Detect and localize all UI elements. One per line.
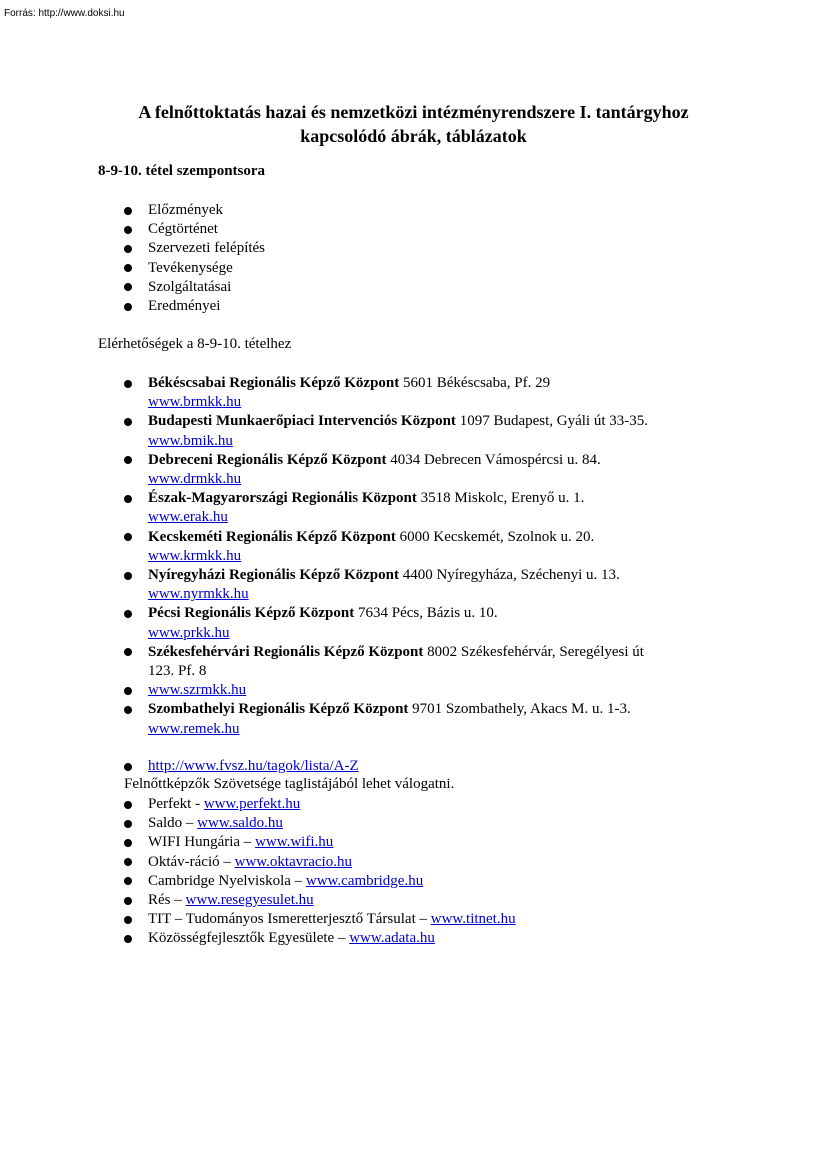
list-item: Előzmények: [0, 201, 265, 220]
center-item: [0, 451, 648, 489]
title-line-1: A felnőttoktatás hazai és nemzetközi intézményrendszere I. tantárgyhoz: [138, 102, 689, 122]
document-title: [0, 100, 827, 148]
center-address: 1097 Budapest, Gyáli út 33-35.: [455, 413, 649, 430]
center-link[interactable]: www.drmkk.hu: [148, 471, 242, 488]
bullet-icon: [124, 303, 132, 311]
bullet-icon: [124, 380, 132, 388]
aspects-list: [0, 201, 265, 316]
center-item: [0, 412, 648, 450]
provider-name: WIFI Hungária –: [148, 834, 256, 851]
center-link[interactable]: www.szrmkk.hu: [148, 682, 247, 699]
center-link[interactable]: www.brmkk.hu: [148, 394, 242, 411]
provider-name: Rés –: [148, 892, 186, 909]
bullet-icon: [124, 820, 132, 828]
bullet-icon: [124, 763, 132, 771]
fvsz-link[interactable]: http://www.fvsz.hu/tagok/lista/A-Z: [148, 758, 359, 774]
provider-link[interactable]: www.adata.hu: [349, 930, 435, 947]
provider-item: [0, 853, 516, 872]
center-link[interactable]: www.prkk.hu: [148, 624, 230, 641]
center-name: Észak-Magyarországi Regionális Központ: [148, 490, 417, 507]
bullet-icon: [124, 207, 132, 215]
bullet-icon: [124, 572, 132, 580]
provider-item: [0, 833, 516, 852]
bullet-icon: [124, 456, 132, 464]
list-item: Cégtörténet: [0, 220, 265, 239]
provider-link[interactable]: www.perfekt.hu: [203, 796, 301, 812]
provider-name: Oktáv-ráció –: [148, 853, 235, 870]
center-address: 6000 Kecskemét, Szolnok u. 20.: [395, 528, 595, 545]
provider-name: TIT – Tudományos Ismeretterjesztő Társulat –: [148, 911, 431, 928]
section-heading: 8-9-10. tétel szempontsora: [98, 163, 266, 179]
center-name: Szombathelyi Regionális Képző Központ: [148, 701, 409, 718]
center-item: [0, 700, 648, 738]
center-name: Nyíregyházi Regionális Képző Központ: [148, 567, 399, 584]
provider-item: [0, 910, 516, 929]
bullet-icon: [124, 495, 132, 503]
provider-link[interactable]: www.cambridge.hu: [305, 872, 424, 889]
fvsz-item: [0, 757, 359, 776]
provider-link[interactable]: www.saldo.hu: [197, 815, 283, 832]
center-name: Budapesti Munkaerőpiaci Intervenciós Központ: [148, 413, 456, 430]
bullet-icon: [124, 687, 132, 695]
provider-name: Perfekt -: [148, 796, 204, 812]
center-item: [0, 489, 648, 527]
fvsz-note: Felnőttképzők Szövetsége taglistájából lehet válogatni.: [124, 776, 455, 793]
provider-link[interactable]: www.titnet.hu: [430, 911, 516, 928]
providers-list: [0, 795, 516, 949]
centers-list: [0, 374, 648, 739]
bullet-icon: [124, 935, 132, 943]
center-item: [0, 643, 648, 681]
center-link[interactable]: www.nyrmkk.hu: [148, 586, 249, 603]
bullet-icon: [124, 858, 132, 866]
provider-item: [0, 891, 516, 910]
bullet-icon: [124, 418, 132, 426]
list-item: Tevékenysége: [0, 259, 265, 278]
center-name: Békéscsabai Regionális Képző Központ: [148, 375, 400, 391]
center-address: 8002 Székesfehérvár, Seregélyesi út: [423, 643, 644, 660]
center-item: [0, 374, 648, 412]
center-address: 4034 Debrecen Vámospércsi u. 84.: [386, 451, 601, 468]
provider-item: [0, 814, 516, 833]
fvsz-list: [0, 757, 455, 793]
center-address: 5601 Békéscsaba, Pf. 29: [399, 375, 551, 391]
contacts-intro: Elérhetőségek a 8-9-10. tételhez: [98, 336, 292, 352]
center-address: 3518 Miskolc, Erenyő u. 1.: [416, 490, 585, 507]
bullet-icon: [124, 283, 132, 291]
bullet-icon: [124, 648, 132, 656]
center-name: Székesfehérvári Regionális Képző Központ: [148, 643, 424, 660]
bullet-icon: [124, 877, 132, 885]
bullet-icon: [124, 839, 132, 847]
center-address: 9701 Szombathely, Akacs M. u. 1-3.: [408, 701, 631, 718]
bullet-icon: [124, 610, 132, 618]
center-name: Kecskeméti Regionális Képző Központ: [148, 528, 396, 545]
provider-name: Saldo –: [148, 815, 198, 832]
title-line-2: kapcsolódó ábrák, táblázatok: [300, 126, 527, 146]
center-name: Pécsi Regionális Képző Központ: [148, 605, 355, 622]
center-address: 4400 Nyíregyháza, Széchenyi u. 13.: [398, 567, 620, 584]
center-link[interactable]: www.remek.hu: [148, 720, 240, 737]
bullet-icon: [124, 706, 132, 714]
provider-item: [0, 795, 516, 814]
center-link[interactable]: www.bmik.hu: [148, 432, 233, 449]
provider-item: [0, 872, 516, 891]
source-note: Forrás: http://www.doksi.hu: [4, 8, 125, 19]
provider-name: Cambridge Nyelviskola –: [148, 872, 306, 889]
provider-name: Közösségfejlesztők Egyesülete –: [148, 930, 350, 947]
center-link[interactable]: www.erak.hu: [148, 509, 228, 526]
center-item: [0, 566, 648, 604]
list-item: Eredményei: [0, 297, 265, 316]
bullet-icon: [124, 245, 132, 253]
center-item: [0, 528, 648, 566]
bullet-icon: [124, 801, 132, 809]
list-item: Szervezeti felépítés: [0, 239, 265, 258]
center-item: [0, 604, 648, 642]
bullet-icon: [124, 533, 132, 541]
center-address: 7634 Pécs, Bázis u. 10.: [354, 605, 498, 622]
center-name: Debreceni Regionális Képző Központ: [148, 451, 387, 468]
provider-link[interactable]: www.wifi.hu: [255, 834, 334, 851]
bullet-icon: [124, 226, 132, 234]
center-item: [0, 681, 648, 700]
provider-item: [0, 929, 516, 948]
center-address-continued: 123. Pf. 8: [148, 663, 207, 680]
bullet-icon: [124, 916, 132, 924]
list-item: Szolgáltatásai: [0, 278, 265, 297]
center-link[interactable]: www.krmkk.hu: [148, 547, 242, 564]
bullet-icon: [124, 264, 132, 272]
bullet-icon: [124, 897, 132, 905]
provider-link[interactable]: www.oktavracio.hu: [234, 853, 352, 870]
provider-link[interactable]: www.resegyesulet.hu: [185, 892, 314, 909]
